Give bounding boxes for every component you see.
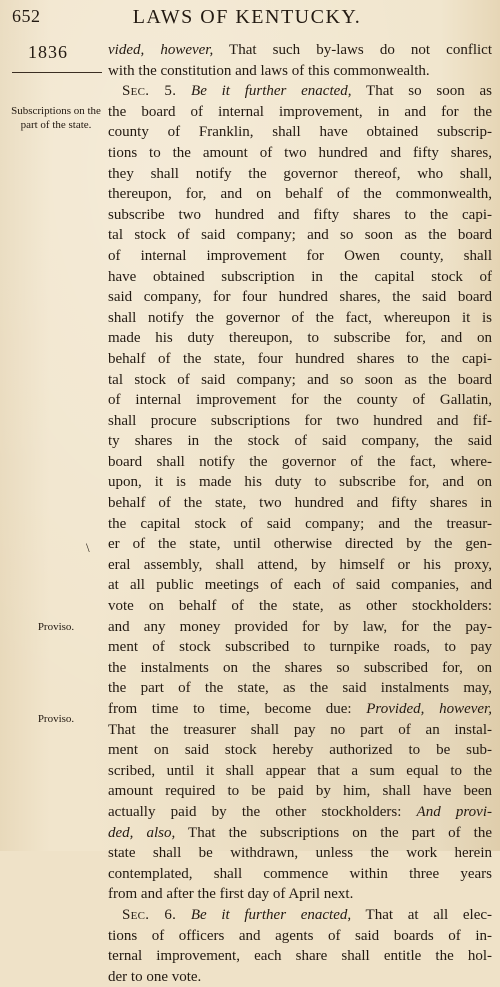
text-run: That the subscriptions on the part of the (175, 824, 492, 841)
text-line (108, 946, 492, 967)
text-run: behalf of the state, two hundred and fifty shares in (108, 495, 492, 512)
text-line (108, 349, 492, 370)
text-line (108, 596, 492, 617)
text-run: state shall be withdrawn, unless the work herein (108, 845, 492, 862)
text-line (108, 411, 492, 432)
text-run: of internal improvement for Owen county, shall (108, 247, 492, 264)
text-line (108, 575, 492, 596)
text-line (108, 617, 492, 638)
page-number: 652 (12, 6, 41, 26)
text-line (108, 102, 492, 123)
ink-mark: \ (86, 540, 90, 555)
text-line (108, 843, 492, 864)
text-run: the part of the state, as the said instalments may, (108, 680, 492, 697)
text-line (108, 637, 492, 658)
text-line (108, 884, 492, 905)
text-line (108, 205, 492, 226)
text-line (108, 370, 492, 391)
text-run: the instalments on the shares so subscribed for, on (108, 659, 492, 676)
text-line (108, 328, 492, 349)
text-run: er of the state, until otherwise directed by the gen- (108, 536, 492, 553)
running-head: LAWS OF KENTUCKY. (132, 6, 362, 28)
text-line (108, 781, 492, 802)
text-run: the board of internal improvement, in and for the (108, 103, 492, 120)
text-run: the capital stock of said company; and the treasur- (108, 515, 492, 532)
text-run: der to one vote. (108, 968, 202, 985)
text-run: contemplated, shall commence within three years (108, 865, 492, 882)
text-line (108, 225, 492, 246)
text-line (108, 390, 492, 411)
text-line (108, 534, 492, 555)
text-run: tions of officers and agents of said boards of in- (108, 927, 492, 944)
text-line (108, 740, 492, 761)
italic-phrase: ded, also, (108, 824, 176, 841)
text-run: they shall notify the governor thereof, who shall, (108, 165, 492, 182)
text-run: That at all elec- (351, 906, 492, 923)
text-run (176, 907, 191, 923)
text-line (108, 699, 492, 720)
text-run: with the constitution and laws of this commonwealth. (108, 62, 430, 79)
sidenote-proviso: Proviso. (37, 621, 75, 633)
text-line (108, 864, 492, 885)
section-number: Sec. 5. (122, 83, 177, 100)
text-line (108, 452, 492, 473)
text-run: and any money provided for by law, for the pay- (108, 618, 492, 635)
text-line (108, 287, 492, 308)
italic-phrase: And provi- (416, 803, 492, 820)
text-run: behalf of the state, four hundred shares to the capi- (108, 350, 492, 367)
text-run: tal stock of said company; and so soon as the board (108, 371, 492, 388)
text-run: said company, for four hundred shares, the said board (108, 289, 492, 306)
text-run: made his duty thereupon, to subscribe for, and on (108, 330, 492, 347)
text-run: subscribe two hundred and fifty shares to the capi- (108, 206, 492, 223)
text-line (108, 431, 492, 452)
body-text (108, 40, 492, 987)
text-run: That so soon as (351, 83, 492, 100)
text-run: county of Franklin, shall have obtained subscrip- (108, 124, 492, 141)
text-line (108, 823, 492, 844)
text-line (108, 81, 492, 102)
italic-phrase: Provided, however, (366, 701, 492, 717)
text-line (108, 308, 492, 329)
sidenote-subscriptions: Subscriptions on the part of the state. (11, 105, 101, 131)
italic-phrase: Be it further enacted, (191, 83, 352, 100)
text-line (108, 164, 492, 185)
text-run: tal stock of said company; and so soon as the board (108, 227, 492, 244)
italic-phrase: vided, however, (108, 42, 214, 58)
text-line (108, 61, 492, 82)
text-run: have obtained subscription in the capital stock of (108, 268, 492, 285)
text-line (108, 143, 492, 164)
text-line (108, 472, 492, 493)
text-line (108, 678, 492, 699)
text-run: eral assembly, shall attend, by himself or his proxy, (108, 556, 492, 573)
text-line (108, 184, 492, 205)
text-run: actually paid by the other stockholders: (108, 803, 417, 820)
text-run: at all public meetings of each of said companies, and (108, 577, 492, 594)
text-run: from time to time, become due: (108, 701, 367, 717)
year-label: 1836 (28, 42, 68, 62)
text-run: tions to the amount of two hundred and fifty shares, (108, 144, 492, 161)
text-run: board shall notify the governor of the fact, where- (108, 453, 492, 470)
text-run: scribed, until it shall appear that a sum equal to the (108, 762, 492, 779)
text-run: That the treasurer shall pay no part of an instal- (108, 721, 492, 738)
text-line (108, 555, 492, 576)
text-line (108, 926, 492, 947)
italic-phrase: Be it further enacted, (190, 906, 352, 923)
text-line (108, 905, 492, 926)
page-header (12, 6, 482, 30)
text-run: That such by-laws do not conflict (213, 42, 492, 58)
text-run: shall procure subscriptions for two hundred and fif- (108, 412, 492, 429)
year-rule (12, 72, 102, 73)
text-line (108, 658, 492, 679)
text-run: thereupon, for, and on behalf of the commonwealth, (108, 186, 492, 203)
text-line (108, 246, 492, 267)
text-run (176, 83, 191, 99)
text-run: of internal improvement for the county of Gallatin, (108, 392, 492, 409)
text-run: ternal improvement, each share shall entitle the hol- (108, 948, 492, 965)
text-run: ty shares in the stock of said company, the said (108, 433, 492, 450)
text-line (108, 802, 492, 823)
text-line (108, 967, 492, 987)
text-run: ment on said stock hereby authorized to be sub- (108, 742, 492, 759)
text-run: shall notify the governor of the fact, whereupon it is (108, 309, 492, 326)
text-run: vote on behalf of the state, as other stockholders: (108, 598, 492, 615)
section-number: Sec. 6. (122, 906, 177, 923)
text-run: upon, it is made his duty to subscribe for, and on (108, 474, 492, 491)
text-line (108, 122, 492, 143)
text-line (108, 40, 492, 61)
text-line (108, 267, 492, 288)
text-line (108, 761, 492, 782)
text-run: amount required to be paid by him, shall have been (108, 783, 492, 800)
text-run: ment of stock subscribed to turnpike roads, to pay (108, 639, 492, 656)
sidenote-proviso: Proviso. (37, 713, 75, 725)
text-line (108, 514, 492, 535)
text-line (108, 493, 492, 514)
text-run: from and after the first day of April next. (108, 886, 354, 903)
text-line (108, 720, 492, 741)
